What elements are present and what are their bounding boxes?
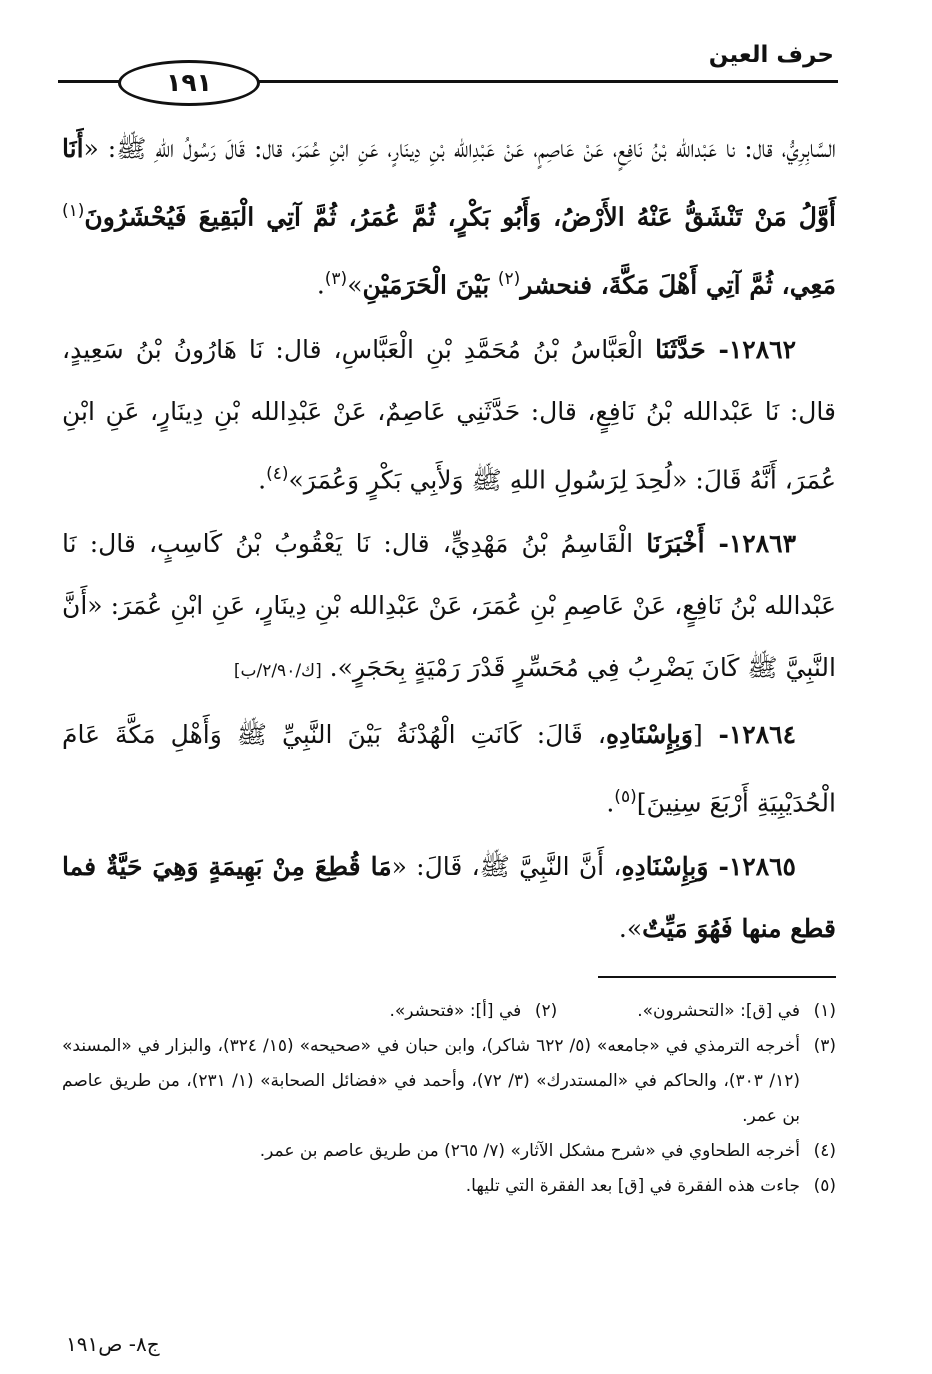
footnote-4 [62,1134,836,1169]
footnotes [62,994,836,1204]
footnote-ref-4[interactable]: (٤) [266,463,289,484]
hadith-12864 [62,704,836,834]
text-run: - [704,528,729,558]
footnote-ref-2[interactable]: (٢) [497,269,521,290]
text-run: - [705,334,729,364]
transmission-word: وَبِإِسْنَادِهِ [621,852,709,882]
volume-page-footer: ج٨- ص١٩١ [66,1332,160,1356]
text-run: - [702,719,729,749]
text-run: ». [618,914,643,944]
text-run: السَّابِرِيُّ، قال: نا عَبْدالله بْنُ نَافِعٍ، عَنْ عَاصِمٍ، عَنْ عَبْدِالله بْنِ دِينَارٍ، عَنِ ابْنِ عُمَرَ، قال: قَالَ رَسُولُ اللهِ ﷺ: « [83,134,836,163]
footnote-5 [62,1169,836,1204]
text-run: . [606,788,615,818]
hadith-number: ١٢٨٦٢ [728,334,796,364]
footnote-number: (١) [813,1001,836,1021]
footnote-separator [598,976,836,978]
transmission-word: حَدَّثَنَا [655,334,706,364]
paragraph-continued [62,118,836,317]
footnote-3 [62,1029,836,1134]
main-text [62,118,836,962]
hadith-text: مَا قُطِعَ مِنْ بَهِيمَةٍ وَهِيَ حَيَّةٌ فما قطع منها فَهُوَ مَيِّتٌ [62,852,836,944]
footnote-row [62,994,836,1029]
hadith-number: ١٢٨٦٣ [728,528,796,558]
footnote-number: (٢) [534,1001,558,1021]
hadith-text: مَعِي، ثُمَّ آتِي أَهْلَ مَكَّةَ، فنحشر [520,270,836,300]
footnote-1 [637,994,836,1029]
hadith-text: بَيْنَ الْحَرَمَيْنِ [362,270,498,300]
footnote-text: جاءت هذه الفقرة في [ق] بعد الفقرة التي تليها. [465,1176,800,1196]
transmission-word: وَبِإِسْنَادِهِ [605,719,693,749]
text-run: الْعَبَّاسُ بْنُ مُحَمَّدِ بْنِ الْعَبَّاسِ، قال: نَا هَارُونُ بْنُ سَعِيدٍ، قال: نَا عَبْدالله بْنُ نَافِعٍ، قال: حَدَّثَنِي عَاصِمٌ، عَنْ عَبْدِالله بْنِ دِينَارٍ، عَنِ ابْنِ عُمَرَ، أَنَّهُ قَالَ: «لُحِدَ لِرَسُولِ اللهِ ﷺ وَلأَبِي بَكْرٍ وَعُمَرَ» [62,334,836,494]
chapter-title: حرف العين [708,42,834,68]
footnote-text: في [أ]: «فتحشر». [389,1001,522,1021]
hadith-text: أَنَا أَوَّلُ مَنْ تَنْشَقُّ عَنْهُ الأَرْضُ، وَأَبُو بَكْرٍ، ثُمَّ عُمَرُ، ثُمَّ آتِي الْبَقِيعَ فَيُحْشَرُونَ [62,134,836,232]
footnote-number: (٥) [813,1176,836,1196]
hadith-number: ١٢٨٦٥ [728,852,796,882]
running-header [58,36,838,106]
text-run: الْقَاسِمُ بْنُ مَهْدِيٍّ، قال: نَا يَعْقُوبُ بْنُ كَاسِبٍ، قال: نَا عَبْدالله بْنُ نَافِعٍ، عَنْ عَاصِمِ بْنِ عُمَرَ، عَنْ عَبْدِالله بْنِ دِينَارٍ، عَنِ ابْنِ عُمَرَ: «أَنَّ النَّبِيَّ ﷺ كَانَ يَضْرِبُ فِي مُحَسِّرٍ قَدْرَ رَمْيَةٍ بِحَجَرٍ». [62,528,836,682]
text-run: ، قَالَ: كَانَتِ الْهُدْنَةُ بَيْنَ النَّبِيِّ ﷺ وَأَهْلِ مَكَّةَ عَامَ الْحُدَيْبِيَةِ أَرْبَعَ سِنِينَ] [62,719,836,818]
hadith-12862 [62,319,836,511]
footnote-ref-5[interactable]: (٥) [614,786,637,807]
hadith-12863 [62,513,836,702]
footnote-text: في [ق]: «التحشرون». [637,1001,800,1021]
footnote-number: (٤) [813,1141,836,1161]
text-run: . [316,270,325,300]
text-run: - [708,852,729,882]
text-run: » [347,270,363,300]
footnote-2 [389,994,557,1029]
hadith-number: ١٢٨٦٤ [728,719,796,749]
text-run: [ [692,719,703,749]
text-run: . [258,464,267,494]
hadith-12865 [62,836,836,960]
transmission-word: أَخْبَرَنَا [646,528,705,558]
footnote-ref-3[interactable]: (٣) [324,269,348,290]
manuscript-ref: [ك/٢/٩٠/ب] [233,660,322,681]
text-run: ، أَنَّ النَّبِيَّ ﷺ، قَالَ: « [391,852,622,882]
footnote-number: (٣) [813,1036,837,1056]
footnote-text: أخرجه الطحاوي في «شرح مشكل الآثار» (٧/ ٢٦٥) من طريق عاصم بن عمر. [259,1141,800,1161]
page-number-oval: ١٩١ [118,60,260,106]
footnote-text: أخرجه الترمذي في «جامعه» (٥/ ٦٢٢ شاكر)، وابن حبان في «صحيحه» (١٥/ ٣٢٤)، والبزار في «المسند» (١٢/ ٣٠٣)، والحاكم في «المستدرك» (٣/ ٧٢)، وأحمد في «فضائل الصحابة» (١/ ٢٣١)، من طريق عاصم بن عمر. [62,1036,801,1126]
footnote-ref-1[interactable]: (١) [62,201,85,221]
